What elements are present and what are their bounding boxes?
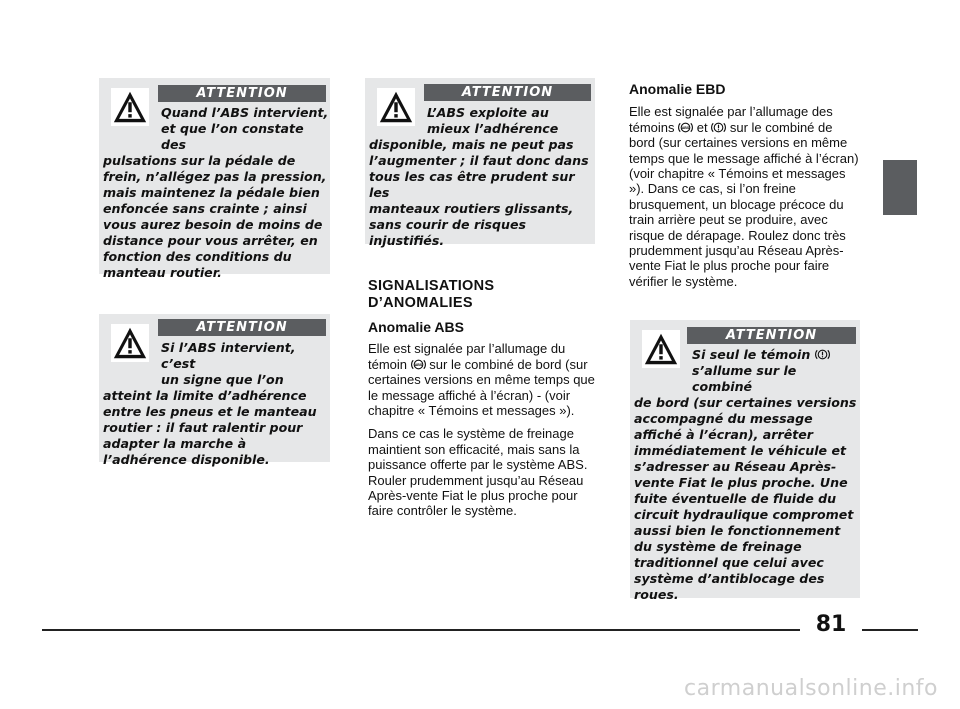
svg-text:ABS: ABS xyxy=(414,363,422,368)
chapter-tab xyxy=(883,160,917,215)
warning-3-text: L’ABS exploite au mieux l’adhérence disponible, mais ne peut pas l’augmenter ; il faut donc dans tous les cas être prudent sur les manteaux routiers glissants, sans courir de risques injustifiés. xyxy=(369,105,589,248)
abs-paragraph-1: Elle est signalée par l’allumage du témoin ABS sur le combiné de bord (sur certaines versions en même temps que le message affiché à l’écran) - (voir chapitre « Témoins et messages »). xyxy=(368,341,595,419)
warning-4-text: Si seul le témoin s’allume sur le combiné de bord (sur certaines versions accompagné du message affiché à l’écran), arrêter immédiatement le véhicule et s’adresser au Réseau Après- vente Fiat le plus proche. Une fuite éventuelle de fluide du circuit hydraulique compromet aussi bien le fonctionnement du système de freinage traditionnel que celui avec système d’antiblocage des roues. xyxy=(634,347,857,602)
ebd-section xyxy=(629,82,861,297)
page-number: 81 xyxy=(815,612,847,637)
ebd-paragraph: Elle est signalée par l’allumage des témoins ABS et sur le combiné de bord (sur certaines versions en même temps que le message affiché à l’écran) (voir chapitre « Témoins et messages »). Dans ce cas, si l’on freine brusquement, un blocage précoce du train arrière peut se produire, avec risque de dérapage. Roulez donc très prudemment jusqu’au Réseau Après-vente Fiat le plus proche pour faire vérifier le système. xyxy=(629,104,859,289)
section-title: SIGNALISATIONS D’ANOMALIES xyxy=(368,278,495,311)
svg-text:ABS: ABS xyxy=(681,126,690,131)
warning-1-text: Quand l’ABS intervient, et que l’on constate des pulsations sur la pédale de frein, n’allégez pas la pression, mais maintenez la pédale bien enfoncée sans crainte ; ainsi vous aurez besoin de moins de distance pour vous arrêter, en fonction des conditions du manteau routier. xyxy=(103,105,329,280)
brake-warning-icon xyxy=(711,121,726,134)
brake-warning-icon xyxy=(815,348,830,361)
footer-rule-left xyxy=(42,629,800,631)
attention-label: ATTENTION xyxy=(158,319,326,336)
attention-label: ATTENTION xyxy=(158,85,326,102)
warning-2-text: Si l’ABS intervient, c’est un signe que l’on atteint la limite d’adhérence entre les pneus et le manteau routier : il faut ralentir pour adapter la marche à l’adhérence disponible. xyxy=(103,340,317,467)
abs-paragraph-2: Dans ce cas le système de freinage maintient son efficacité, mais sans la puissance offerte par le système ABS. Rouler prudemment jusqu’au Réseau Après-vente Fiat le plus proche pour faire contrôler le système. xyxy=(368,426,588,519)
anomalies-section xyxy=(368,278,600,527)
attention-label: ATTENTION xyxy=(424,84,591,101)
watermark: carmanualsonline.info xyxy=(684,676,938,701)
abs-warning-icon xyxy=(678,121,693,134)
warning-box-1 xyxy=(99,78,330,280)
warning-box-4 xyxy=(630,320,860,602)
footer-rule-right xyxy=(862,629,918,631)
attention-label: ATTENTION xyxy=(687,327,856,344)
warning-box-2 xyxy=(99,314,330,467)
warning-box-3 xyxy=(365,78,595,248)
ebd-heading: Anomalie EBD xyxy=(629,81,726,97)
abs-warning-icon xyxy=(411,358,426,371)
abs-heading: Anomalie ABS xyxy=(368,319,464,335)
